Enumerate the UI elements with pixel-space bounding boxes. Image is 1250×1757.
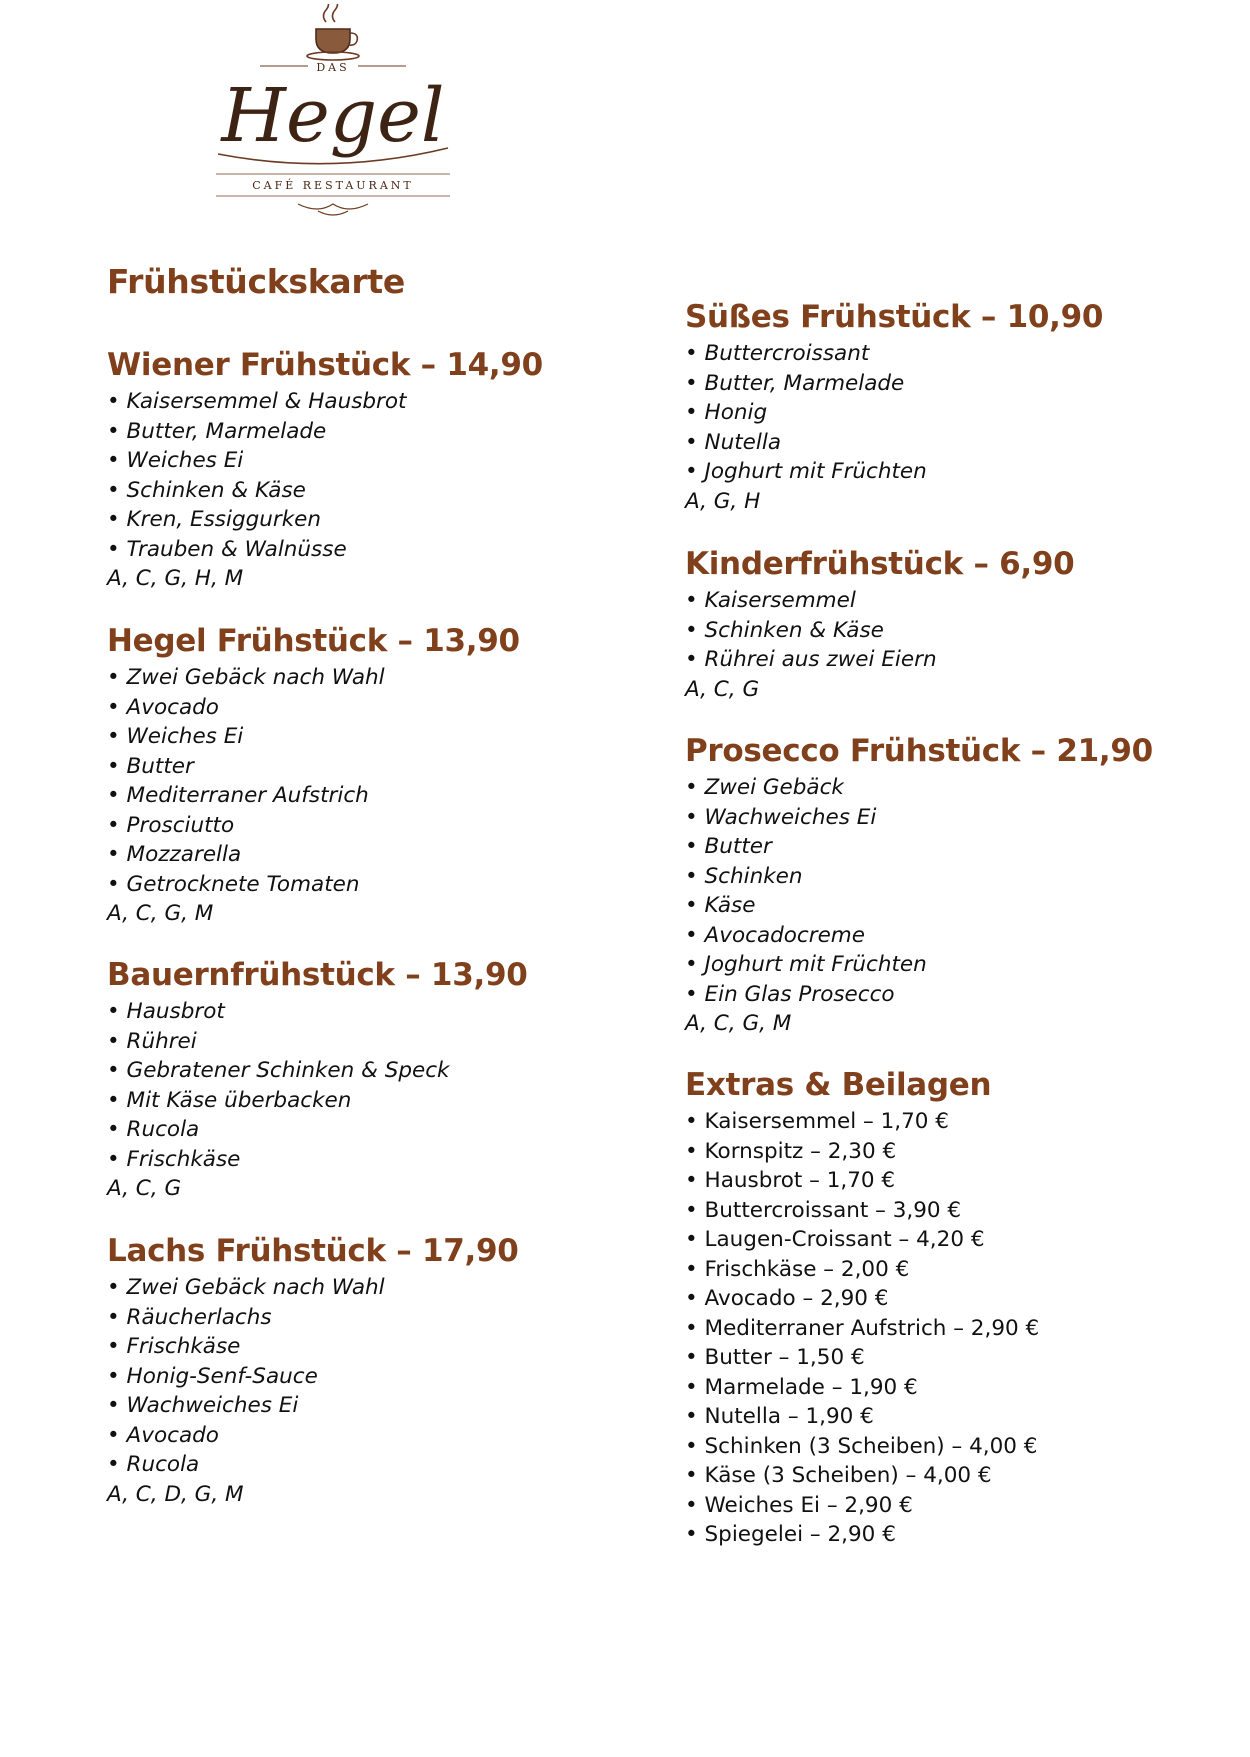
list-item: • Kaisersemmel & Hausbrot <box>107 387 647 417</box>
list-item: • Weiches Ei – 2,90 € <box>685 1491 1225 1521</box>
list-item: • Schinken (3 Scheiben) – 4,00 € <box>685 1432 1225 1462</box>
list-item: • Ein Glas Prosecco <box>685 980 1225 1010</box>
list-item: • Butter, Marmelade <box>685 369 1225 399</box>
menu-section-bauern <box>107 954 647 1204</box>
list-item: • Butter <box>107 752 647 782</box>
ornament-icon <box>298 204 368 215</box>
list-item: • Joghurt mit Früchten <box>685 457 1225 487</box>
list-item: • Wachweiches Ei <box>107 1391 647 1421</box>
list-item: • Zwei Gebäck nach Wahl <box>107 1273 647 1303</box>
list-item: • Nutella <box>685 428 1225 458</box>
list-item: • Honig <box>685 398 1225 428</box>
list-item: • Kren, Essiggurken <box>107 505 647 535</box>
coffee-cup-icon <box>307 4 359 60</box>
list-item: • Zwei Gebäck <box>685 773 1225 803</box>
list-item: • Prosciutto <box>107 811 647 841</box>
list-item: • Frischkäse <box>107 1332 647 1362</box>
list-item: • Mediterraner Aufstrich – 2,90 € <box>685 1314 1225 1344</box>
list-item: • Butter <box>685 832 1225 862</box>
list-item: • Schinken <box>685 862 1225 892</box>
section-title: Hegel Frühstück – 13,90 <box>107 623 520 659</box>
list-item: • Zwei Gebäck nach Wahl <box>107 663 647 693</box>
menu-section-prosecco <box>685 730 1225 1039</box>
section-title: Kinderfrühstück – 6,90 <box>685 546 1075 582</box>
allergen-codes: A, G, H <box>685 488 761 514</box>
list-item: • Käse <box>685 891 1225 921</box>
list-item: • Frischkäse – 2,00 € <box>685 1255 1225 1285</box>
allergen-codes: A, C, D, G, M <box>107 1481 244 1507</box>
list-item: • Buttercroissant <box>685 339 1225 369</box>
list-item: • Rucola <box>107 1450 647 1480</box>
section-title: Bauernfrühstück – 13,90 <box>107 957 528 993</box>
list-item: • Mit Käse überbacken <box>107 1086 647 1116</box>
list-item: • Käse (3 Scheiben) – 4,00 € <box>685 1461 1225 1491</box>
list-item: • Avocado <box>107 1421 647 1451</box>
logo-brand: Hegel <box>221 73 445 159</box>
list-item: • Butter, Marmelade <box>107 417 647 447</box>
list-item: • Kaisersemmel – 1,70 € <box>685 1107 1225 1137</box>
logo-subtitle: CAFÉ RESTAURANT <box>252 179 414 192</box>
list-item: • Kornspitz – 2,30 € <box>685 1137 1225 1167</box>
menu-title: Frühstückskarte <box>107 262 405 301</box>
list-item: • Honig-Senf-Sauce <box>107 1362 647 1392</box>
allergen-codes: A, C, G, M <box>107 901 214 926</box>
list-item: • Trauben & Walnüsse <box>107 535 647 565</box>
list-item: • Rührei aus zwei Eiern <box>685 645 1225 675</box>
list-item: • Räucherlachs <box>107 1303 647 1333</box>
list-item: • Wachweiches Ei <box>685 803 1225 833</box>
list-item: • Butter – 1,50 € <box>685 1343 1225 1373</box>
list-item: • Frischkäse <box>107 1145 647 1175</box>
list-item: • Spiegelei – 2,90 € <box>685 1520 1225 1550</box>
list-item: • Mozzarella <box>107 840 647 870</box>
list-item: • Weiches Ei <box>107 722 647 752</box>
logo-small-text: DAS <box>316 61 350 74</box>
menu-section-lachs <box>107 1230 647 1509</box>
list-item: • Hausbrot <box>107 997 647 1027</box>
allergen-codes: A, C, G, H, M <box>107 566 244 591</box>
list-item: • Schinken & Käse <box>107 476 647 506</box>
allergen-codes: A, C, G, M <box>685 1011 792 1036</box>
menu-section-suesses <box>685 296 1225 516</box>
list-item: • Laugen-Croissant – 4,20 € <box>685 1225 1225 1255</box>
section-title: Extras & Beilagen <box>685 1067 992 1103</box>
list-item: • Weiches Ei <box>107 446 647 476</box>
section-title: Prosecco Frühstück – 21,90 <box>685 733 1153 769</box>
list-item: • Joghurt mit Früchten <box>685 950 1225 980</box>
allergen-codes: A, C, G <box>685 676 760 702</box>
list-item: • Mediterraner Aufstrich <box>107 781 647 811</box>
allergen-codes: A, C, G <box>107 1176 182 1201</box>
list-item: • Avocadocreme <box>685 921 1225 951</box>
menu-section-extras <box>685 1064 1225 1550</box>
list-item: • Hausbrot – 1,70 € <box>685 1166 1225 1196</box>
list-item: • Buttercroissant – 3,90 € <box>685 1196 1225 1226</box>
menu-section-hegel <box>107 620 647 929</box>
list-item: • Getrocknete Tomaten <box>107 870 647 900</box>
list-item: • Rucola <box>107 1115 647 1145</box>
list-item: • Gebratener Schinken & Speck <box>107 1056 647 1086</box>
menu-section-kinder <box>685 543 1225 704</box>
list-item: • Avocado <box>107 693 647 723</box>
list-item: • Marmelade – 1,90 € <box>685 1373 1225 1403</box>
section-title: Süßes Frühstück – 10,90 <box>685 299 1104 335</box>
list-item: • Avocado – 2,90 € <box>685 1284 1225 1314</box>
list-item: • Kaisersemmel <box>685 586 1225 616</box>
cafe-logo <box>198 4 468 219</box>
menu-section-wiener <box>107 344 647 594</box>
list-item: • Nutella – 1,90 € <box>685 1402 1225 1432</box>
section-title: Lachs Frühstück – 17,90 <box>107 1233 519 1269</box>
section-title: Wiener Frühstück – 14,90 <box>107 347 543 383</box>
list-item: • Rührei <box>107 1027 647 1057</box>
list-item: • Schinken & Käse <box>685 616 1225 646</box>
